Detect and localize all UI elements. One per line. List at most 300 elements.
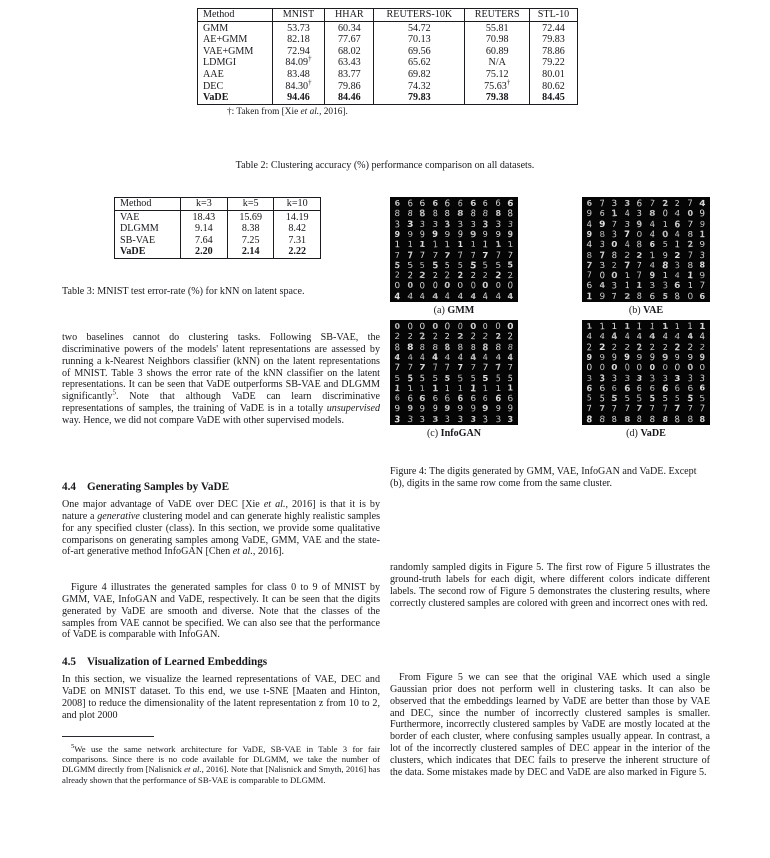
generated-digit: 0 xyxy=(394,280,401,291)
table2-cell-value: 84.46 xyxy=(325,92,374,104)
generated-digit: 5 xyxy=(624,393,631,403)
table3-cell-value: 7.64 xyxy=(180,235,227,247)
generated-digit: 2 xyxy=(636,340,643,353)
generated-digit: 4 xyxy=(469,351,477,363)
table2-cell-method: LDMGI xyxy=(198,57,273,69)
table3-cell-value: 2.20 xyxy=(180,246,227,258)
table2-col-reuters10k: REUTERS-10K xyxy=(374,9,465,22)
generated-digit: 8 xyxy=(419,341,426,352)
table3-row xyxy=(115,235,321,247)
generated-digit: 9 xyxy=(482,228,489,239)
generated-digit: 6 xyxy=(649,239,655,249)
generated-digit: 7 xyxy=(394,361,401,373)
generated-digit: 3 xyxy=(494,413,502,424)
generated-digit: 9 xyxy=(444,403,451,414)
generated-digit: 7 xyxy=(611,290,618,301)
generated-digit: 0 xyxy=(495,320,501,332)
generated-digit: 6 xyxy=(407,392,413,404)
generated-digit: 0 xyxy=(636,361,643,373)
table2-cell-value: 55.81 xyxy=(465,21,530,34)
generated-digit: 6 xyxy=(457,197,464,209)
panel-d-tag: (d) xyxy=(626,428,638,439)
table2-row xyxy=(198,34,578,46)
generated-digit: 8 xyxy=(637,290,643,301)
generated-digit: 1 xyxy=(611,320,618,331)
table3-cell-method: VAE xyxy=(115,210,181,223)
generated-digit: 8 xyxy=(611,413,618,424)
generated-digit: 7 xyxy=(674,403,681,414)
table3-cell-method: VaDE xyxy=(115,246,181,258)
generated-digit: 4 xyxy=(445,290,451,301)
generated-digit: 7 xyxy=(419,362,427,373)
table2-cell-method: VAE+GMM xyxy=(198,46,273,58)
generated-digit: 2 xyxy=(470,270,476,280)
table2-cell-value: 82.18 xyxy=(272,34,325,46)
generated-digit: 2 xyxy=(407,331,413,342)
generated-digit: 2 xyxy=(469,330,476,342)
generated-digit: 4 xyxy=(469,290,476,301)
generated-digit: 7 xyxy=(470,362,476,372)
s44p1-italic1: et al. xyxy=(263,499,286,510)
generated-digit: 0 xyxy=(599,361,605,373)
generated-digit: 9 xyxy=(586,228,593,239)
generated-digit: 1 xyxy=(649,248,656,260)
panel-c-caption xyxy=(390,428,518,439)
generated-digit: 9 xyxy=(624,351,630,362)
generated-digit: 0 xyxy=(406,320,413,332)
generated-digit: 3 xyxy=(431,413,439,424)
generated-digit: 1 xyxy=(431,382,439,394)
generated-digit: 0 xyxy=(457,320,464,332)
footnote-italic: et al. xyxy=(184,764,202,775)
generated-digit: 8 xyxy=(611,249,618,260)
generated-digit: 0 xyxy=(469,320,477,332)
generated-digit: 8 xyxy=(661,258,669,271)
generated-digit: 5 xyxy=(699,392,706,404)
generated-digit: 4 xyxy=(394,290,401,302)
generated-digit: 2 xyxy=(419,269,427,281)
panel-infogan-image xyxy=(390,320,518,425)
generated-digit: 2 xyxy=(432,270,439,280)
generated-digit: 0 xyxy=(507,279,514,291)
dagger-marker: † xyxy=(506,78,511,87)
generated-digit: 4 xyxy=(586,331,593,342)
generated-digit: 6 xyxy=(507,197,515,209)
generated-digit: 9 xyxy=(482,403,489,414)
table3-header-row xyxy=(115,198,321,211)
generated-digit: 7 xyxy=(457,362,463,372)
generated-digit: 5 xyxy=(686,392,694,404)
generated-digit: 3 xyxy=(431,218,439,229)
generated-digit: 7 xyxy=(687,248,693,260)
table2-cell-method: AAE xyxy=(198,69,273,81)
table3-col-k10: k=10 xyxy=(274,198,321,211)
table2-cell-value: 84.09† xyxy=(272,57,325,69)
table2-cell-value: 70.98 xyxy=(465,34,530,46)
generated-digit: 2 xyxy=(482,330,489,342)
generated-digit: 2 xyxy=(611,341,618,352)
generated-digit: 4 xyxy=(406,290,414,302)
generated-digit: 6 xyxy=(419,392,427,404)
generated-digit: 3 xyxy=(611,197,618,208)
table3-cell-method: DLGMM xyxy=(115,223,181,235)
table2-cell-value: 80.01 xyxy=(530,69,578,81)
generated-digit: 2 xyxy=(661,197,669,209)
generated-digit: 8 xyxy=(687,259,694,270)
table2-caption xyxy=(130,160,640,172)
generated-digit: 4 xyxy=(674,330,681,342)
generated-digit: 4 xyxy=(457,290,464,301)
generated-digit: 1 xyxy=(674,321,681,331)
generated-digit: 4 xyxy=(649,218,656,229)
generated-digit: 9 xyxy=(687,352,693,362)
generated-digit: 7 xyxy=(598,403,605,414)
generated-digit: 3 xyxy=(419,218,426,229)
table3-cell-value: 18.43 xyxy=(180,210,227,223)
table2-cell-value: 79.83 xyxy=(530,34,578,46)
generated-digit: 8 xyxy=(482,207,489,219)
generated-digit: 3 xyxy=(624,198,631,208)
generated-digit: 9 xyxy=(662,249,668,260)
generated-digit: 0 xyxy=(507,320,515,332)
generated-digit: 3 xyxy=(470,218,476,229)
generated-digit: 1 xyxy=(470,239,476,249)
generated-digit: 6 xyxy=(687,382,694,393)
generated-digit: 8 xyxy=(586,413,593,425)
table2-caption-label: Table 2: xyxy=(235,160,269,171)
generated-digit: 8 xyxy=(636,238,643,250)
table2-cell-value: 70.13 xyxy=(374,34,465,46)
generated-digit: 1 xyxy=(445,382,451,393)
section-44-paragraph-1 xyxy=(62,499,380,558)
generated-digit: 9 xyxy=(649,351,656,363)
table2-cell-value: 84.30† xyxy=(272,81,325,93)
generated-digit: 3 xyxy=(444,217,451,230)
generated-digit: 0 xyxy=(661,228,669,240)
generated-digit: 3 xyxy=(457,413,464,424)
generated-digit: 8 xyxy=(406,341,414,352)
table3-row xyxy=(115,246,321,258)
generated-digit: 7 xyxy=(457,248,464,260)
generated-digit: 0 xyxy=(686,208,694,219)
table2-cell-value: 74.32 xyxy=(374,81,465,93)
panel-d-caption xyxy=(582,428,710,439)
table3-cell-value: 2.22 xyxy=(274,246,321,258)
generated-digit: 7 xyxy=(624,403,630,414)
generated-digit: 1 xyxy=(636,320,643,332)
generated-digit: 1 xyxy=(624,270,631,280)
table3-col-k3: k=3 xyxy=(180,198,227,211)
generated-digit: 4 xyxy=(482,289,489,302)
generated-digit: 7 xyxy=(507,362,514,373)
generated-digit: 6 xyxy=(586,382,593,394)
generated-digit: 4 xyxy=(444,352,451,362)
generated-digit: 6 xyxy=(394,393,400,403)
left-para1-seg2: . Note that although VaDE can learn discriminative representations of samples, the training of VaDE is in a totally xyxy=(62,391,380,415)
generated-digit: 9 xyxy=(419,228,426,240)
generated-digit: 1 xyxy=(624,321,631,331)
generated-digit: 7 xyxy=(648,403,656,414)
generated-digit: 6 xyxy=(469,197,477,209)
generated-digit: 7 xyxy=(444,361,451,373)
generated-digit: 6 xyxy=(599,208,605,219)
table2-row xyxy=(198,57,578,69)
generated-digit: 4 xyxy=(586,217,593,230)
generated-digit: 1 xyxy=(661,320,669,332)
generated-digit: 9 xyxy=(699,207,706,219)
generated-digit: 0 xyxy=(586,361,593,373)
generated-digit: 8 xyxy=(649,208,656,218)
generated-digit: 4 xyxy=(598,280,605,291)
generated-digit: 4 xyxy=(674,270,681,280)
table2-header-row xyxy=(198,9,578,22)
panel-c-name: InfoGAN xyxy=(440,428,482,439)
generated-digit: 5 xyxy=(507,372,514,383)
generated-digit: 9 xyxy=(598,352,605,362)
generated-digit: 8 xyxy=(494,208,502,219)
generated-digit: 5 xyxy=(431,259,439,271)
generated-digit: 2 xyxy=(623,249,631,260)
left-para1-seg1: two baselines cannot do clustering tasks. Following SB-VAE, the discriminative powers of the models' latent representations are assessed by running a k-Nearest Neighbors classifier (kNN) on the latent representations of MNIST. Table 3 shows the error rate of the kNN classifier on the latent representations. It can be seen that VaDE outperforms SB-VAE and DLGMM significantly xyxy=(62,332,380,403)
generated-digit: 5 xyxy=(431,372,439,383)
panel-c-tag: (c) xyxy=(426,428,439,439)
generated-digit: 4 xyxy=(406,352,413,362)
generated-digit: 2 xyxy=(686,238,694,250)
table3-cell-value: 8.42 xyxy=(274,223,321,235)
generated-digit: 1 xyxy=(699,320,707,332)
generated-digit: 3 xyxy=(611,279,618,291)
generated-digit: 8 xyxy=(444,340,451,353)
generated-digit: 0 xyxy=(444,320,451,332)
generated-digit: 6 xyxy=(394,198,401,208)
s44p1-italic2: generative xyxy=(97,510,140,522)
generated-digit: 4 xyxy=(624,330,630,342)
generated-digit: 7 xyxy=(494,361,502,373)
generated-digit: 0 xyxy=(495,280,501,291)
generated-digit: 1 xyxy=(687,320,693,332)
generated-digit: 0 xyxy=(599,269,605,281)
table3-caption-text: MNIST test error-rate (%) for kNN on latent space. xyxy=(97,286,305,297)
generated-digit: 3 xyxy=(507,218,514,229)
generated-digit: 5 xyxy=(394,259,401,271)
generated-digit: 1 xyxy=(662,218,668,229)
generated-digit: 4 xyxy=(674,228,681,239)
generated-digit: 3 xyxy=(598,259,606,270)
table2-cell-value: 78.86 xyxy=(530,46,578,58)
generated-digit: 4 xyxy=(610,330,618,342)
generated-digit: 4 xyxy=(507,290,514,301)
figure4-caption-label: Figure 4: xyxy=(390,466,427,477)
generated-digit: 6 xyxy=(674,280,681,291)
generated-digit: 6 xyxy=(495,197,501,209)
generated-digit: 0 xyxy=(611,362,619,373)
table3-container xyxy=(114,197,321,259)
generated-digit: 2 xyxy=(418,330,426,342)
generated-digit: 0 xyxy=(456,280,464,291)
table2-note-tail: , 2016]. xyxy=(319,106,348,117)
generated-digit: 3 xyxy=(661,279,668,291)
generated-digit: 3 xyxy=(674,372,681,383)
table3-row xyxy=(115,223,321,235)
generated-digit: 5 xyxy=(599,392,605,404)
generated-digit: 4 xyxy=(649,331,656,341)
generated-digit: 7 xyxy=(649,197,656,209)
generated-digit: 6 xyxy=(699,290,706,301)
generated-digit: 4 xyxy=(649,259,656,270)
generated-digit: 9 xyxy=(649,269,656,281)
generated-digit: 3 xyxy=(586,372,593,383)
footnote-5 xyxy=(62,744,380,785)
generated-digit: 5 xyxy=(495,371,501,383)
generated-digit: 1 xyxy=(598,320,605,332)
section-heading-45 xyxy=(62,656,380,669)
generated-digit: 9 xyxy=(432,228,438,239)
generated-digit: 8 xyxy=(598,413,606,425)
generated-digit: 6 xyxy=(482,198,489,208)
generated-digit: 5 xyxy=(482,259,489,271)
generated-digit: 7 xyxy=(432,361,439,373)
generated-digit: 8 xyxy=(457,341,464,352)
footnote-seg2: , 2016]. Note that [Nalisnick and Smyth, 2016] has already shown that the performance of SB-VAE is comparable to DLGMM. xyxy=(62,764,380,785)
dagger-marker: † xyxy=(308,78,312,87)
table2-col-hhar: HHAR xyxy=(325,9,374,22)
generated-digit: 2 xyxy=(611,260,618,270)
table2-col-reuters: REUTERS xyxy=(465,9,530,22)
generated-digit: 0 xyxy=(482,280,489,291)
generated-digit: 9 xyxy=(661,351,669,363)
generated-digit: 5 xyxy=(444,372,451,383)
generated-digit: 6 xyxy=(649,382,656,393)
panel-a-tag: (a) xyxy=(433,305,445,316)
left-para1-italic: unsupervised xyxy=(326,403,380,415)
generated-digit: 2 xyxy=(494,331,502,342)
generated-digit: 5 xyxy=(457,259,464,270)
generated-digit: 5 xyxy=(674,393,681,403)
generated-digit: 1 xyxy=(662,270,668,280)
generated-digit: 4 xyxy=(495,352,501,362)
generated-digit: 0 xyxy=(394,321,401,331)
generated-digit: 6 xyxy=(586,198,593,208)
generated-digit: 7 xyxy=(507,249,514,260)
left-para1-seg3: way. Hence, we did not compare VaDE with other supervised models. xyxy=(62,414,344,426)
figure4-container xyxy=(390,197,710,439)
generated-digit: 5 xyxy=(407,371,413,383)
generated-digit: 1 xyxy=(586,321,593,331)
generated-digit: 5 xyxy=(586,393,592,403)
table2-dagger-note xyxy=(197,107,578,118)
s44p1-italic3: et al. xyxy=(232,546,253,558)
table3-cell-value: 14.19 xyxy=(274,210,321,223)
generated-digit: 4 xyxy=(419,351,426,363)
table2-cell-value: 77.67 xyxy=(325,34,374,46)
generated-digit: 4 xyxy=(482,351,489,362)
generated-digit: 1 xyxy=(495,382,502,393)
generated-digit: 7 xyxy=(470,249,476,260)
table2-cell-value: 53.73 xyxy=(272,21,325,34)
generated-digit: 4 xyxy=(624,207,630,219)
generated-digit: 8 xyxy=(431,341,439,352)
generated-digit: 6 xyxy=(611,383,618,393)
generated-digit: 9 xyxy=(507,228,514,240)
generated-digit: 0 xyxy=(624,361,631,373)
s44p1-seg3: clustering model and can generate highly realistic samples for any specified cluster (class). In this section, we provide some qualitative comparisons on generating samples among VaDE, GMM, VAE and the state-of-art generative method InfoGAN [Chen xyxy=(62,510,380,558)
generated-digit: 3 xyxy=(623,218,631,229)
generated-digit: 3 xyxy=(611,228,618,240)
table3 xyxy=(114,197,321,259)
generated-digit: 1 xyxy=(444,238,451,250)
right-paragraph-2: From Figure 5 we can see that the original VAE which used a single Gaussian prior does not perform well in clustering tasks. It can also be observed that the embeddings learned by VaDE are better than those by VAE and DEC, since the number of incorrectly clustered samples is smaller. Furthermore, incorrectly clustered samples by VaDE are mostly located at the border of each cluster, where confusing samples usually appear. In contrast, a lot of the incorrectly clustered samples of DEC appear in the interior of the clusters, which indicates that DEC fails to preserve the inherent structure of the data. Some mistakes made by DEC and VaDE are also marked in Figure 5. xyxy=(390,672,710,778)
generated-digit: 5 xyxy=(661,290,668,301)
generated-digit: 2 xyxy=(662,341,668,352)
generated-digit: 6 xyxy=(470,393,476,403)
table2-cell-value: 80.62 xyxy=(530,81,578,93)
generated-digit: 3 xyxy=(674,259,681,271)
generated-digit: 2 xyxy=(394,331,401,342)
generated-digit: 7 xyxy=(495,248,501,260)
generated-digit: 3 xyxy=(394,217,401,230)
generated-digit: 1 xyxy=(407,238,413,250)
generated-digit: 7 xyxy=(636,269,643,281)
table2-caption-text: Clustering accuracy (%) performance comparison on all datasets. xyxy=(270,160,535,171)
table2-row xyxy=(198,46,578,58)
table3-cell-value: 8.38 xyxy=(227,223,274,235)
generated-digit: 7 xyxy=(611,218,618,229)
table2 xyxy=(197,8,578,105)
generated-digit: 8 xyxy=(470,341,476,352)
generated-digit: 3 xyxy=(662,372,668,383)
section-44-paragraph-2: Figure 4 illustrates the generated samples for class 0 to 9 of MNIST by GMM, VAE, InfoGAN and VaDE, respectively. It can be seen that the digits generated by VaDE are smooth and diverse. Note that the classes of the samples from VAE cannot be specified. We can also see that the performance of VaDE is comparable with InfoGAN. xyxy=(62,582,380,641)
table2-cell-value: 60.34 xyxy=(325,21,374,34)
generated-digit: 7 xyxy=(611,402,618,414)
generated-digit: 1 xyxy=(624,280,630,291)
generated-digit: 0 xyxy=(432,280,438,291)
generated-digit: 9 xyxy=(469,228,477,240)
table2-cell-value: 69.82 xyxy=(374,69,465,81)
right-paragraph-1: randomly sampled digits in Figure 5. The first row of Figure 5 illustrates the ground-truth labels for each digit, where different colors indicate different labels. The second row of Figure 5 demonstrates the clustering results, where correctly clustered samples are colored with green and incorrect ones with red. xyxy=(390,562,710,609)
table2-cell-value: 65.62 xyxy=(374,57,465,69)
table2-cell-value: 84.45 xyxy=(530,92,578,104)
generated-digit: 7 xyxy=(431,249,439,260)
generated-digit: 4 xyxy=(636,331,643,342)
table2-col-method: Method xyxy=(198,9,273,22)
generated-digit: 2 xyxy=(394,270,400,280)
table2-cell-value: 94.46 xyxy=(272,92,325,104)
table2-cell-value: 54.72 xyxy=(374,21,465,34)
generated-digit: 6 xyxy=(457,392,464,404)
table2-cell-value: 72.94 xyxy=(272,46,325,58)
generated-digit: 2 xyxy=(674,198,681,208)
generated-digit: 9 xyxy=(699,239,706,250)
generated-digit: 1 xyxy=(610,207,618,219)
table2-cell-method: AE+GMM xyxy=(198,34,273,46)
generated-digit: 1 xyxy=(469,381,477,394)
generated-digit: 9 xyxy=(611,351,618,363)
generated-digit: 8 xyxy=(699,260,706,270)
generated-digit: 9 xyxy=(432,403,438,414)
generated-digit: 7 xyxy=(687,403,693,414)
generated-digit: 5 xyxy=(495,259,502,270)
table3-cell-value: 15.69 xyxy=(227,210,274,223)
generated-digit: 7 xyxy=(419,249,426,260)
generated-digit: 4 xyxy=(431,290,439,301)
generated-digit: 3 xyxy=(419,413,426,424)
generated-digit: 7 xyxy=(407,248,413,260)
generated-digit: 7 xyxy=(637,259,643,270)
generated-digit: 2 xyxy=(482,270,489,280)
panel-a-name: GMM xyxy=(447,305,475,316)
generated-digit: 4 xyxy=(494,290,502,301)
generated-digit: 1 xyxy=(507,239,514,250)
